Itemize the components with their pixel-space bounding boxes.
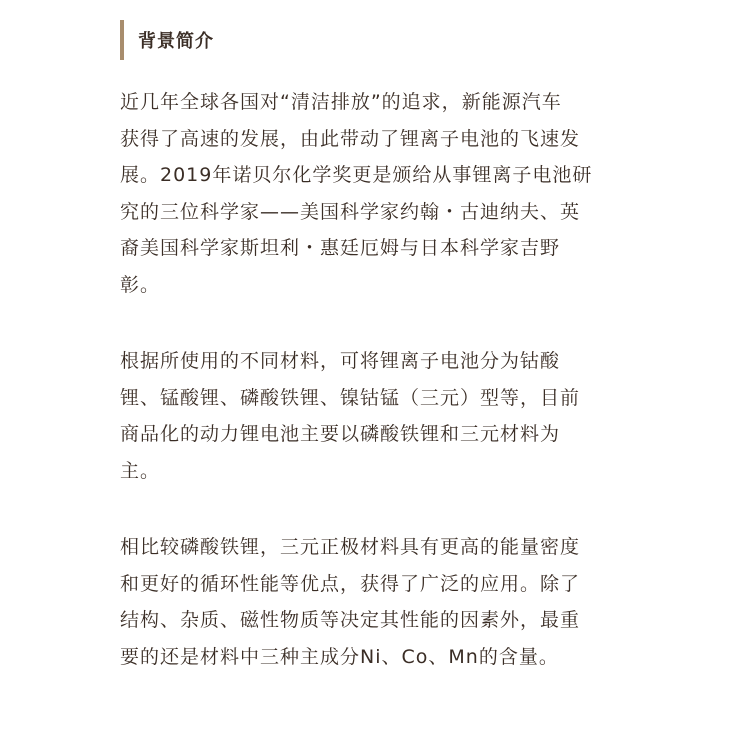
text-line: 商品化的动力锂电池主要以磷酸铁锂和三元材料为 xyxy=(120,423,561,445)
text-line: 锂、锰酸锂、磷酸铁锂、镍钴锰（三元）型等，目前 xyxy=(120,386,581,409)
accent-bar xyxy=(120,20,124,60)
paragraph-ternary xyxy=(120,529,650,675)
text-line: 主。 xyxy=(120,459,161,482)
text-line: 根据所使用的不同材料，可将锂离子电池分为钴酸 xyxy=(120,350,561,372)
text-line: 究的三位科学家——美国科学家约翰・古迪纳夫、英 xyxy=(120,200,581,223)
article-body xyxy=(120,84,650,715)
text-line: 裔美国科学家斯坦利・惠廷厄姆与日本科学家吉野 xyxy=(120,237,561,259)
paragraph-materials xyxy=(120,343,650,489)
text-line: 彰。 xyxy=(120,273,161,296)
text-line: 获得了高速的发展，由此带动了锂离子电池的飞速发 xyxy=(120,127,581,150)
text-line: 近几年全球各国对“清洁排放”的追求，新能源汽车 xyxy=(120,91,562,113)
text-line: 展。2019年诺贝尔化学奖更是颁给从事锂离子电池研 xyxy=(120,164,593,186)
section-header xyxy=(120,20,214,60)
text-line: 和更好的循环性能等优点，获得了广泛的应用。除了 xyxy=(120,572,581,595)
section-title: 背景简介 xyxy=(138,31,214,52)
paragraph-background xyxy=(120,84,650,303)
text-line: 相比较磷酸铁锂，三元正极材料具有更高的能量密度 xyxy=(120,536,581,558)
text-line: 结构、杂质、磁性物质等决定其性能的因素外，最重 xyxy=(120,609,581,631)
text-line: 要的还是材料中三种主成分Ni、Co、Mn的含量。 xyxy=(120,645,559,668)
